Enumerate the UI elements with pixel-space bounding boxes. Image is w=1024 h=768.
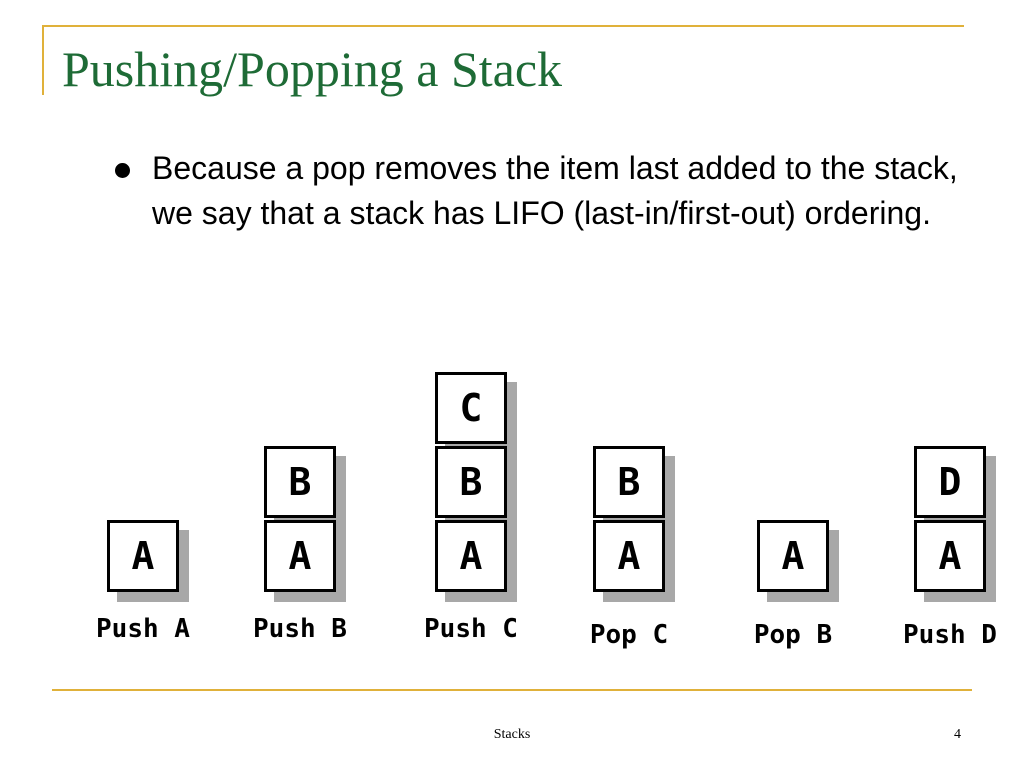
operation-label: Push C [424,614,518,644]
title-frame-left-line [42,25,44,95]
operation-label: Push B [253,614,347,644]
footer-divider [52,689,972,691]
stack-cell: B [264,446,336,518]
page-number: 4 [954,727,961,742]
footer-title: Stacks [493,727,531,742]
stack-cell: A [914,520,986,592]
stack-cell: A [757,520,829,592]
operation-label: Pop B [753,620,833,650]
title-frame-top-line [42,25,964,27]
stack-cell: C [435,372,507,444]
stack-cell: A [264,520,336,592]
operation-label: Push D [903,620,997,650]
stack-cell: A [107,520,179,592]
stack-cell: B [435,446,507,518]
stack-cell: A [435,520,507,592]
operation-label: Push A [96,614,190,644]
bullet-dot-icon [115,163,130,178]
slide-title: Pushing/Popping a Stack [62,41,563,97]
operation-label: Pop C [589,620,669,650]
stack-cell: D [914,446,986,518]
stack-cell: B [593,446,665,518]
bullet-text: Because a pop removes the item last added to the stack, we say that a stack has LIFO (last-in/first-out) ordering. [152,150,958,231]
stack-cell: A [593,520,665,592]
